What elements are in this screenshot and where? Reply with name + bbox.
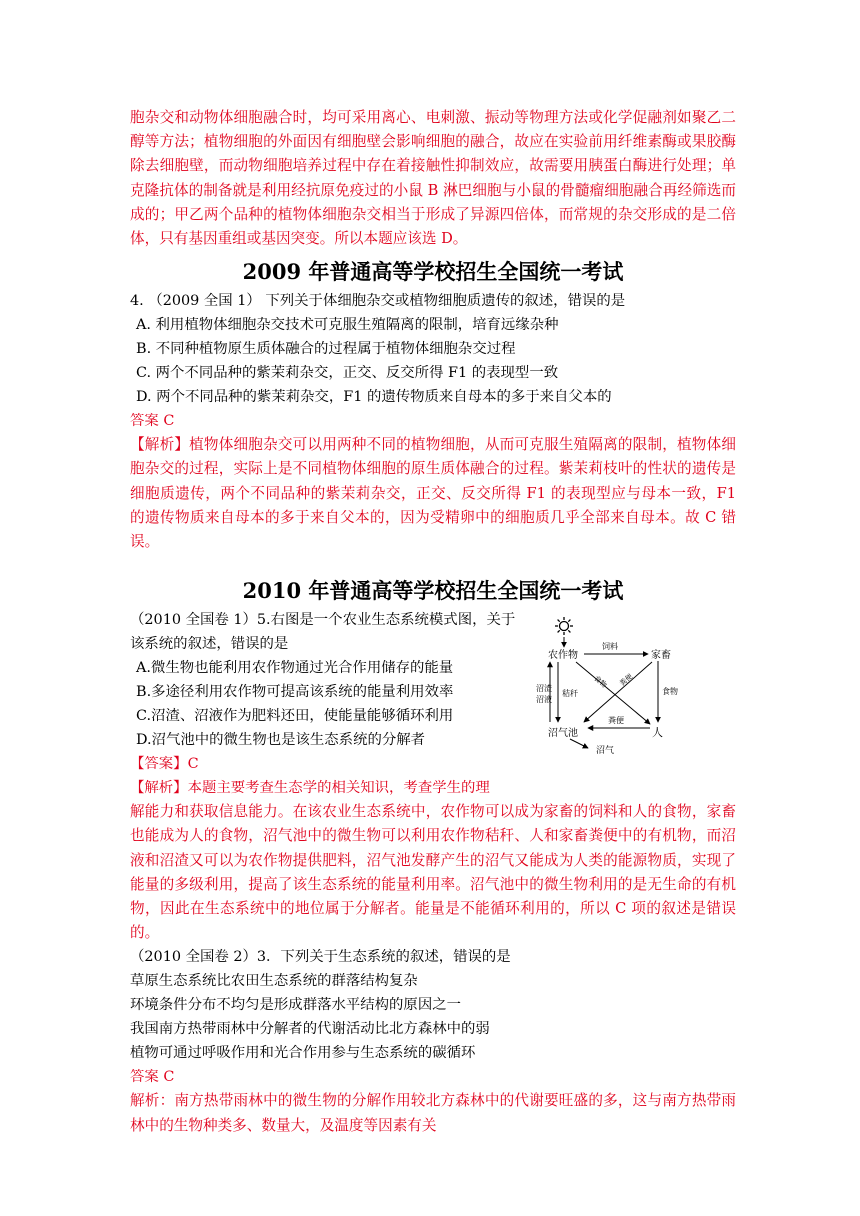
- q2-option-3: 我国南方热带雨林中分解者的代谢活动比北方森林中的弱: [130, 1021, 490, 1038]
- label-straw: 秸秆: [562, 689, 578, 698]
- label-residue: 沼渣: [536, 684, 552, 693]
- answer-2009: 答案 C: [130, 413, 175, 430]
- label-diag-manure: 粪便: [618, 672, 635, 688]
- label-feed: 饲料: [602, 642, 618, 651]
- q1-answer: 【答案】C: [130, 756, 199, 773]
- option-a: A. 利用植物体细胞杂交技术可克服生殖隔离的限制，培育远缘杂种: [136, 317, 559, 334]
- q2-option-1: 草原生态系统比农田生态系统的群落结构复杂: [130, 973, 418, 990]
- label-diag-food: 食物: [592, 674, 609, 690]
- intro-paragraph: 胞杂交和动物体细胞融合时，均可采用离心、电刺激、振动等物理方法或化学促融剂如聚乙二醇等方法；植物细胞的外面因有细胞壁会影响细胞的融合，故应在实验前用纤维素酶或果胶酶除去细胞壁，而动物细胞培养过程中存在着接触性抑制效应，故需要用胰蛋白酶进行处理；单克隆抗体的制备就是利用经抗原免疫过的小鼠 B 淋巴细胞与小鼠的骨髓瘤细胞融合再经筛选而成的；甲乙两个品种的植物体细胞杂交相当于形成了异源四倍体，而常规的杂交形成的是二倍体，只有基因重组或基因突变。所以本题应该选 D。: [130, 109, 736, 248]
- q1-stem-line1: （2010 全国卷 1）5.右图是一个农业生态系统模式图，关于: [130, 612, 516, 629]
- section-title-2010: 2010 年普通高等学校招生全国统一考试: [242, 578, 624, 604]
- q1-stem-line2: 该系统的叙述，错误的是: [130, 636, 289, 653]
- node-human: 人: [652, 726, 663, 739]
- section-title-2009: 2009 年普通高等学校招生全国统一考试: [242, 259, 624, 285]
- label-manure: 粪便: [608, 716, 624, 725]
- arrow-livestock-pool: [584, 662, 652, 722]
- analysis-2009: [130, 433, 736, 554]
- q2-option-2: 环境条件分布不均匀是形成群落水平结构的原因之一: [130, 997, 461, 1014]
- arrow-crops-human: [576, 662, 650, 724]
- arrow-biogas: [570, 739, 588, 748]
- q2-analysis: 解析：南方热带雨林中的微生物的分解作用较北方森林中的代谢要旺盛的多，这与南方热带雨林中的生物种类多、数量大，及温度等因素有关: [130, 1092, 736, 1134]
- option-b: B. 不同种植物原生质体融合的过程属于植物体细胞杂交过程: [136, 341, 516, 358]
- analysis-tag: 【解析】: [130, 436, 190, 454]
- node-biogas-pool: 沼气池: [548, 728, 578, 739]
- q1-analysis-first: 【解析】本题主要考查生态学的相关知识，考查学生的理: [130, 780, 490, 797]
- node-livestock: 家畜: [651, 650, 671, 661]
- sun-icon: [555, 617, 573, 635]
- q1-option-a: A.微生物也能利用农作物通过光合作用储存的能量: [136, 660, 454, 677]
- option-d: D. 两个不同品种的紫茉莉杂交，F1 的遗传物质来自母本的多于来自父本的: [136, 389, 612, 406]
- question-4-stem: 4. （2009 全国 1） 下列关于体细胞杂交或植物细胞质遗传的叙述，错误的是: [130, 293, 626, 310]
- agro-ecosystem-diagram: [536, 616, 696, 758]
- node-biogas: 沼气: [596, 746, 615, 756]
- option-c: C. 两个不同品种的紫茉莉杂交，正交、反交所得 F1 的表现型一致: [136, 365, 559, 382]
- q2-option-4: 植物可通过呼吸作用和光合作用参与生态系统的碳循环: [130, 1045, 476, 1062]
- label-slurry: 沼液: [536, 695, 552, 704]
- q2-answer: 答案 C: [130, 1069, 175, 1086]
- q2-stem: （2010 全国卷 2）3．下列关于生态系统的叙述，错误的是: [130, 949, 511, 966]
- label-food: 食物: [662, 687, 678, 696]
- node-crops: 农作物: [548, 650, 578, 661]
- q1-analysis-rest: 解能力和获取信息能力。在该农业生态系统中，农作物可以成为家畜的饲料和人的食物，家畜也能成为人的食物，沼气池中的微生物可以利用农作物秸秆、人和家畜粪便中的有机物，而沼液和沼渣又可以为农作物提供肥料，沼气池发酵产生的沼气又能成为人类的能源物质，实现了能量的多级利用，提高了该生态系统的能量利用率。沼气池中的微生物利用的是无生命的有机物，因此在生态系统中的地位属于分解者。能量是不能循环利用的，所以 C 项的叙述是错误的。: [130, 803, 736, 942]
- q1-option-c: C.沼渣、沼液作为肥料还田，使能量能够循环利用: [136, 708, 454, 725]
- analysis-text: 植物体细胞杂交可以用两种不同的植物细胞，从而可克服生殖隔离的限制，植物体细胞杂交的过程，实际上是不同植物体细胞的原生质体融合的过程。紫茉莉枝叶的性状的遗传是细胞质遗传，两个不同品种的紫茉莉杂交，正交、反交所得 F1 的表现型应与母本一致，F1 的遗传物质来自母本的多于来自父本的，因为受精卵中的细胞质几乎全部来自母本。故 C 错误。: [130, 436, 736, 551]
- q1-option-b: B.多途径利用农作物可提高该系统的能量利用效率: [136, 684, 454, 701]
- q1-option-d: D.沼气池中的微生物也是该生态系统的分解者: [136, 732, 426, 749]
